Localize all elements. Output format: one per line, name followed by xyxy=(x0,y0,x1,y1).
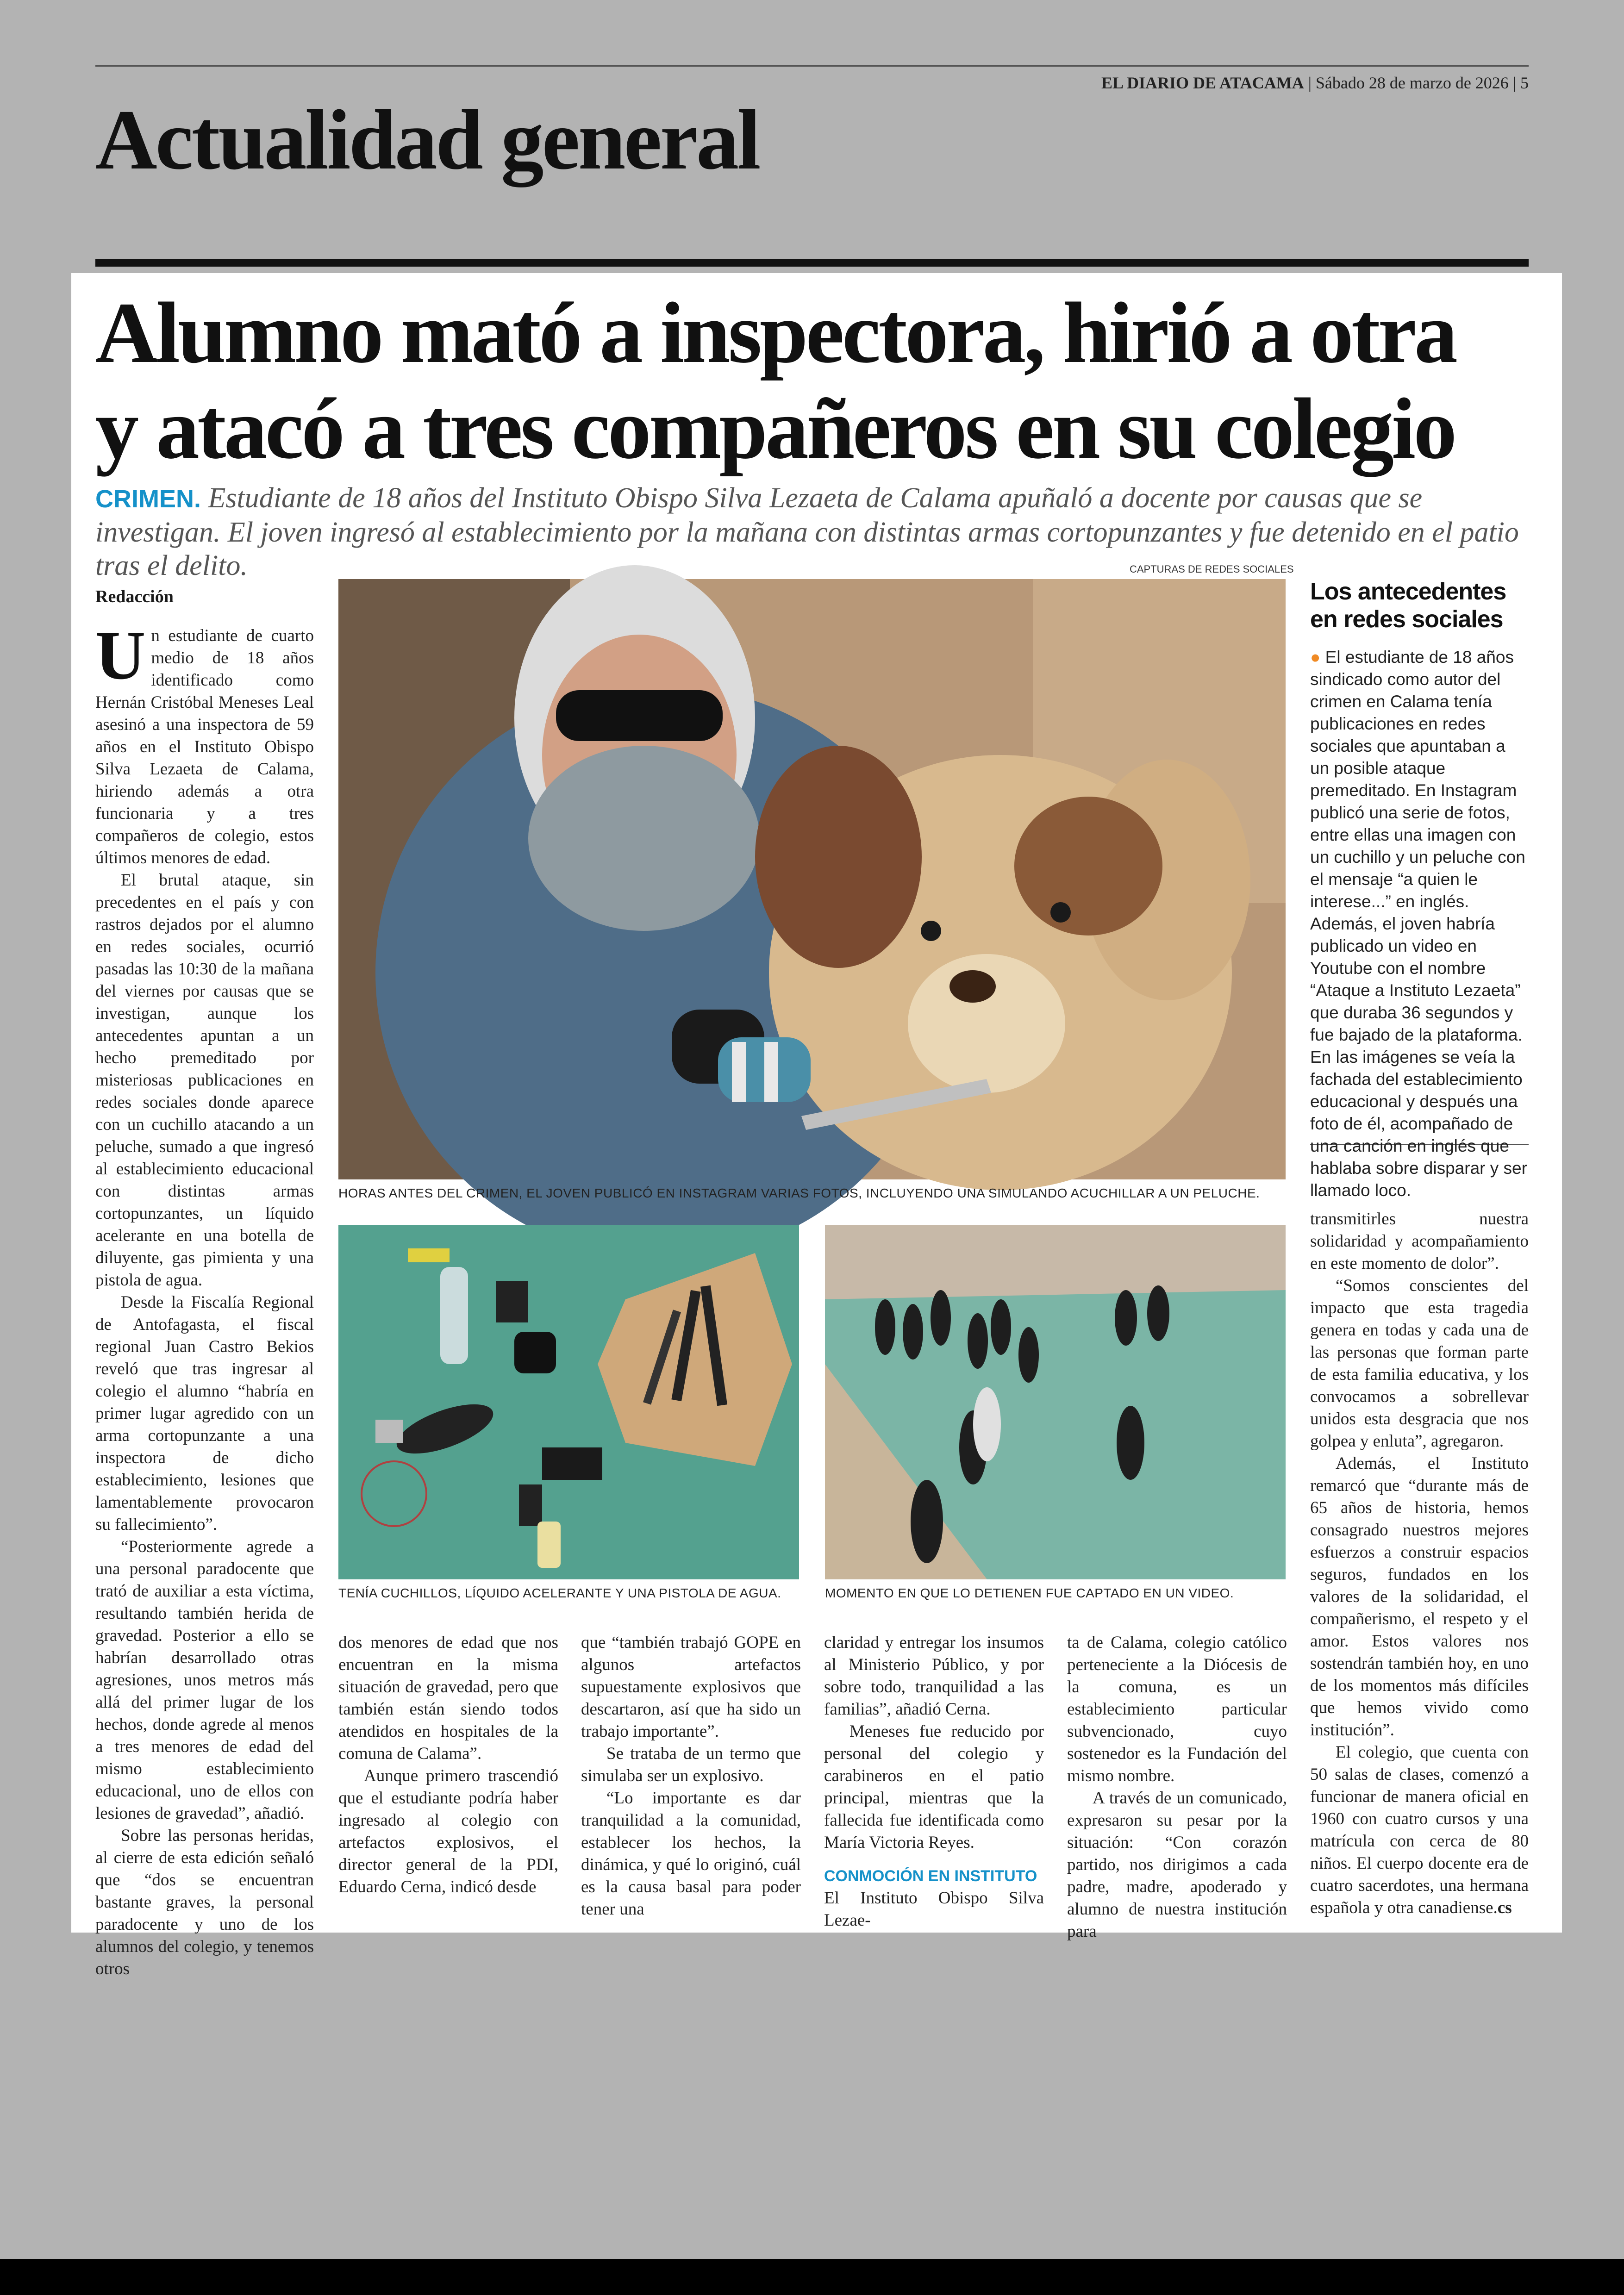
paragraph: El Instituto Obispo Silva Lezae- xyxy=(824,1889,1044,1930)
paragraph: Además, el Instituto remarcó que “durante más de 65 años de historia, hemos consagrado nuestros mejores esfuerzos a construir espacios seguros, fundados en los valores de la solidaridad, el compañerismo, el respeto y el amor. Estos valores nos sostendrán también hoy, en uno de los momentos más difíciles que hemos vivido como institución”. xyxy=(1310,1454,1529,1740)
paragraph: “Somos conscientes del impacto que esta tragedia genera en todas y cada una de las personas que forman parte de esta familia educativa, y los convocamos a sobrellevar unidos esta desgracia que nos golpea y enluta”, agregaron. xyxy=(1310,1276,1529,1451)
masthead-info xyxy=(1101,73,1529,93)
paragraph: Desde la Fiscalía Regional de Antofagasta, el fiscal regional Juan Castro Bekios reveló que tras ingresar al colegio el alumno “habría en primer lugar agredido con un arma cortopunzante a una inspectora de dicho establecimiento, lesiones que lamentablemente provocaron su fallecimiento”. xyxy=(95,1293,314,1534)
paragraph: A través de un comunicado, expresaron su pesar por la situación: “Con corazón partido, nos dirigimos a cada padre, madre, apoderado y alumno de nuestra institución para xyxy=(1067,1789,1287,1941)
sidebar-body: ● El estudiante de 18 años sindicado como autor del crimen en Calama tenía publicaciones en redes sociales que apuntaban a un posible ataque premeditado. En Instagram publicó una serie de fotos, entre ellas una imagen con un cuchillo y un peluche con el mensaje “a quien le interese...” en inglés. Además, el joven habría publicado un video en Youtube con el nombre “Ataque a Instituto Lezaeta” que duraba 36 segundos y fue bajado de la plataforma. En las imágenes se veía la fachada del establecimiento educacional y después una foto de él, acompañado de una canción en inglés que hablaba sobre disparar y ser llamado loco. xyxy=(1310,648,1527,1200)
paragraph: El colegio, que cuenta con 50 salas de clases, comenzó a funcionar de manera oficial en 1960 con cuatro cursos y una matrícula con cerca de 80 niños. El cuerpo docente era de cuatro sacerdotes, una hermana española y otra canadiense.cs xyxy=(1310,1743,1529,1917)
paragraph: Aunque primero trascendió que el estudiante podría haber ingresado al colegio con artefactos explosivos, el director general de la PDI, Eduardo Cerna, indicó desde xyxy=(338,1766,558,1896)
sidebar-title: Los antecedentes en redes sociales xyxy=(1310,578,1506,633)
column-6 xyxy=(1310,1208,1529,1917)
weapons-on-floor-photo xyxy=(338,1225,799,1579)
bottom-bar xyxy=(0,2259,1624,2295)
main-photo xyxy=(338,579,1286,1179)
paper-name: EL DIARIO DE ATACAMA xyxy=(1101,74,1304,92)
headline-line-2: y atacó a tres compañeros en su colegio xyxy=(95,380,1455,477)
paragraph: transmitirles nuestra solidaridad y acompañamiento en este momento de dolor”. xyxy=(1310,1210,1529,1273)
section-rule xyxy=(95,259,1529,267)
end-mark: cs xyxy=(1497,1898,1512,1917)
paragraph: El brutal ataque, sin precedentes en el país y con rastros dejados por el alumno en redes sociales, ocurrió pasadas las 10:30 de la mañana del viernes por causas que se investigan, aunque los antecedentes apuntan a un hecho premeditado por misteriosas publicaciones en redes sociales donde aparece con un cuchillo atacando a un peluche, sumado a que ingresó al establecimiento educacional con distintas armas cortopunzantes, un líquido acelerante en una botella de diluyente, gas pimienta y una pistola de agua. xyxy=(95,871,314,1290)
deck xyxy=(95,481,1535,582)
kicker: CRIMEN. xyxy=(95,485,201,513)
paragraph: “Lo importante es dar tranquilidad a la comunidad, establecer los hechos, la dinámica, y qué lo originó, cuál es la causa basal para poder tener una xyxy=(581,1789,801,1919)
photo-credit: CAPTURAS DE REDES SOCIALES xyxy=(1130,563,1294,575)
paper-date: | Sábado 28 de marzo de 2026 | xyxy=(1308,74,1516,92)
sidebar xyxy=(1310,578,1529,1200)
paragraph: Se trataba de un termo que simulaba ser un explosivo. xyxy=(581,1744,801,1785)
headline xyxy=(95,285,1540,476)
weapons-photo-caption: TENÍA CUCHILLOS, LÍQUIDO ACELERANTE Y UNA PISTOLA DE AGUA. xyxy=(338,1586,781,1600)
arrest-video-still xyxy=(825,1225,1286,1579)
paragraph: Un estudiante de cuarto medio de 18 años identificado como Hernán Cristóbal Meneses Leal asesinó a una inspectora de 59 años en el Instituto Obispo Silva Lezaeta de Calama, hiriendo además a otra funcionaria y a tres compañeros de colegio, estos últimos menores de edad. xyxy=(95,617,314,867)
arrest-photo xyxy=(825,1225,1286,1579)
page-number: 5 xyxy=(1520,74,1529,92)
arrest-photo-caption: MOMENTO EN QUE LO DETIENEN FUE CAPTADO EN UN VIDEO. xyxy=(825,1586,1234,1600)
paragraph: Sobre las personas heridas, al cierre de esta edición señaló que “dos se encuentran bastante graves, la personal paradocente y uno de los alumnos del colegio, y tenemos otros xyxy=(95,1826,314,1978)
paragraph: dos menores de edad que nos encuentran en la misma situación de gravedad, pero que también están siendo todos atendidos en hospitales de la comuna de Calama”. xyxy=(338,1633,558,1763)
column-1 xyxy=(95,617,314,1978)
paragraph: que “también trabajó GOPE en algunos artefactos supuestamente explosivos que descartaron, así que ha sido un trabajo importante”. xyxy=(581,1633,801,1741)
hooded-person-with-plush-photo xyxy=(338,579,1286,1179)
byline: Redacción xyxy=(95,587,174,606)
deck-text: Estudiante de 18 años del Instituto Obispo Silva Lezaeta de Calama apuñaló a docente por causas que se investigan. El joven ingresó al establecimiento por la mañana con distintas armas cortopunzantes y fue detenido en el patio tras el delito. xyxy=(95,482,1519,581)
bullet-icon: ● xyxy=(1310,648,1325,667)
dropcap: U xyxy=(95,617,146,694)
paragraph: ta de Calama, colegio católico perteneciente a la Diócesis de la comuna, es un establecimiento particular subvencionado, cuyo sostenedor es la Fundación del mismo nombre. xyxy=(1067,1633,1287,1785)
paragraph: claridad y entregar los insumos al Ministerio Público, y por sobre todo, tranquilidad a las familias”, añadió Cerna. xyxy=(824,1633,1044,1719)
section-title: Actualidad general xyxy=(95,93,759,187)
paragraph: “Posteriormente agrede a una personal paradocente que trató de auxiliar a esta víctima, resultando también herida de gravedad. Posterior a ello se habrían desarrollado otras agresiones, unos metros más allá del primer lugar de los hechos, donde agrede al menos a tres menores de edad del mismo establecimiento educacional, uno de ellos con lesiones de gravedad”, añadió. xyxy=(95,1537,314,1823)
paragraph: Meneses fue reducido por personal del colegio y carabineros en el patio principal, mientras que la fallecida fue identificada como María Victoria Reyes. xyxy=(824,1722,1044,1852)
main-photo-caption: HORAS ANTES DEL CRIMEN, EL JOVEN PUBLICÓ EN INSTAGRAM VARIAS FOTOS, INCLUYENDO UNA SIMULANDO ACUCHILLAR A UN PELUCHE. xyxy=(338,1186,1260,1200)
subhead: CONMOCIÓN EN INSTITUTO xyxy=(824,1867,1037,1885)
weapons-photo xyxy=(338,1225,799,1579)
top-rule xyxy=(95,65,1529,67)
column-5 xyxy=(1067,1632,1287,1941)
column-3 xyxy=(581,1632,801,1919)
column-2 xyxy=(338,1632,558,1900)
headline-line-1: Alumno mató a inspectora, hirió a otra xyxy=(95,284,1455,381)
column-4 xyxy=(824,1632,1044,1930)
